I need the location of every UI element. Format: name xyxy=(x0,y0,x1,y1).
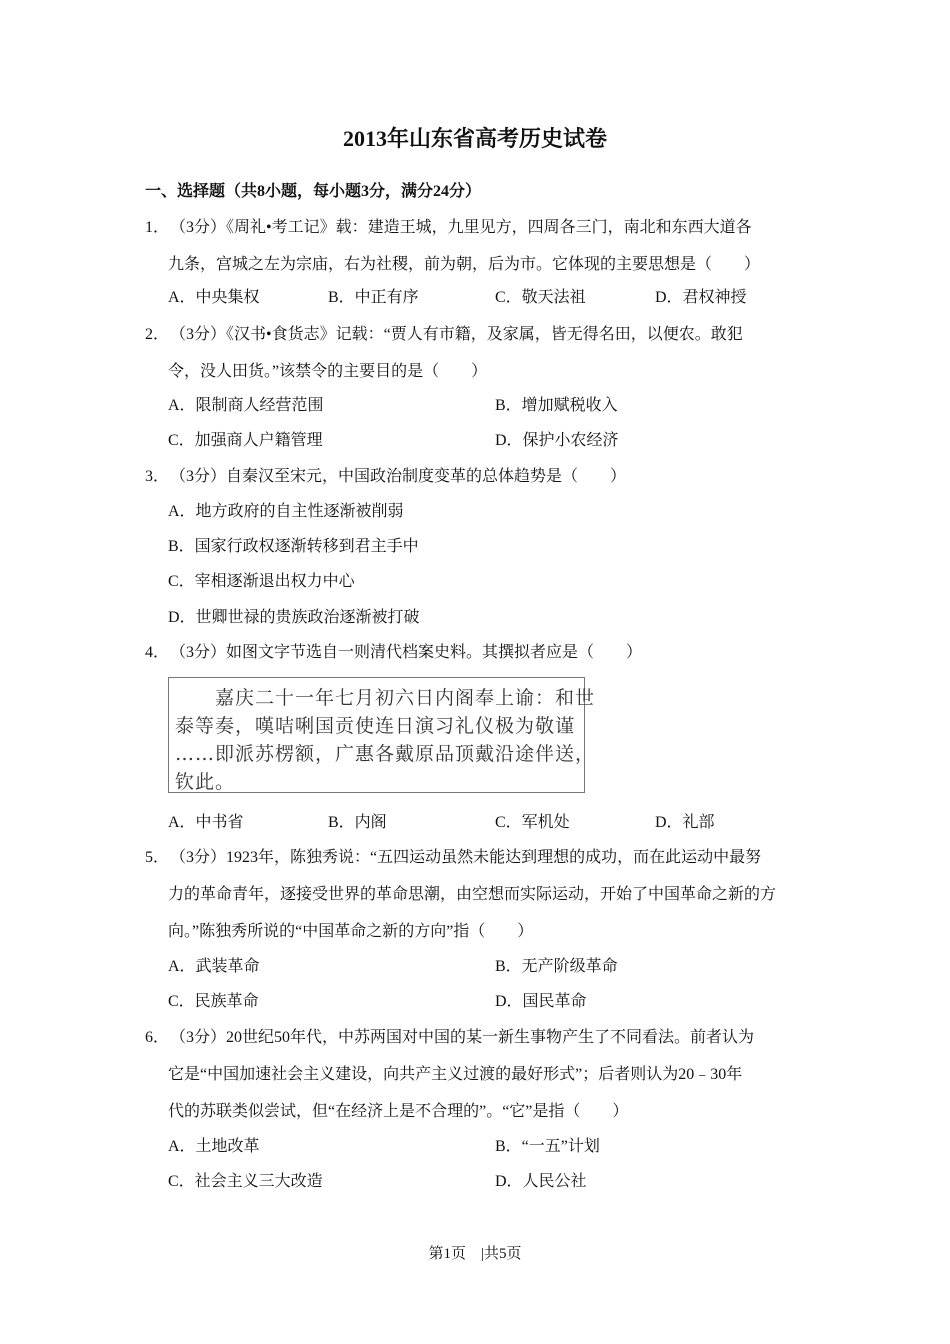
question-text: （3分）《汉书•食货志》记载：“贾人有市籍，及家属，皆无得名田，以便农。敢犯 xyxy=(170,326,743,343)
option-a: A．限制商人经营范围 xyxy=(168,397,324,414)
option-c: C．宰相逐渐退出权力中心 xyxy=(168,573,355,590)
option-a: A．土地改革 xyxy=(168,1138,260,1155)
option-a: A．中书省 xyxy=(168,814,244,831)
question-text: （3分）20世纪50年代，中苏两国对中国的某一新生事物产生了不同看法。前者认为 xyxy=(170,1029,755,1046)
option-a: A．中央集权 xyxy=(168,289,260,306)
excerpt-line: ……即派苏楞额，广惠各戴原品顶戴沿途伴送， xyxy=(175,743,596,765)
question-number: 6． xyxy=(145,1029,170,1046)
question-text: （3分）《周礼•考工记》载：建造王城，九里见方，四周各三门，南北和东西大道各 xyxy=(170,219,752,236)
option-d: D．人民公社 xyxy=(495,1173,587,1190)
question-number: 5． xyxy=(145,849,170,866)
question-text: （3分）如图文字节选自一则清代档案史料。其撰拟者应是（ ） xyxy=(170,644,643,661)
question-text: （3分）自秦汉至宋元，中国政治制度变革的总体趋势是（ ） xyxy=(170,468,627,485)
question-number: 1． xyxy=(145,219,170,236)
option-c: C．民族革命 xyxy=(168,993,259,1010)
option-d: D．礼部 xyxy=(655,814,715,831)
option-c: C．敬天法祖 xyxy=(495,289,586,306)
option-d: D．君权神授 xyxy=(655,289,747,306)
excerpt-line: 泰等奏，嘆咭唎国贡使连日演习礼仪极为敬谨 xyxy=(175,715,576,737)
option-b: B．国家行政权逐渐转移到君主手中 xyxy=(168,538,419,555)
question-number: 3． xyxy=(145,468,170,485)
archive-excerpt-image xyxy=(168,677,596,793)
question-number: 2． xyxy=(145,326,170,343)
excerpt-line: 嘉庆二十一年七月初六日内阁奉上谕：和世 xyxy=(175,687,596,709)
excerpt-line: 钦此。 xyxy=(175,771,236,793)
question-text: 令，没人田货。”该禁令的主要目的是（ ） xyxy=(168,363,488,380)
question-text: （3分）1923年，陈独秀说：“五四运动虽然未能达到理想的成功，而在此运动中最努 xyxy=(170,849,762,866)
question-text: 力的革命青年，逐接受世界的革命思潮，由空想而实际运动，开始了中国革命之新的方 xyxy=(168,886,777,903)
option-b: B．“一五”计划 xyxy=(495,1138,600,1155)
option-c: C．加强商人户籍管理 xyxy=(168,432,323,449)
option-c: C．社会主义三大改造 xyxy=(168,1173,323,1190)
option-b: B．增加赋税收入 xyxy=(495,397,618,414)
section-heading: 一、选择题（共8小题，每小题3分，满分24分） xyxy=(145,183,482,200)
option-d: D．国民革命 xyxy=(495,993,587,1010)
option-b: B．内阁 xyxy=(328,814,387,831)
option-a: A．地方政府的自主性逐渐被削弱 xyxy=(168,503,404,520)
question-text: 向。”陈独秀所说的“中国革命之新的方向”指（ ） xyxy=(168,923,534,940)
option-d: D．世卿世禄的贵族政治逐渐被打破 xyxy=(168,609,420,626)
question-text: 九条，宫城之左为宗庙，右为社稷，前为朝，后为市。它体现的主要思想是（ ） xyxy=(168,256,761,273)
question-number: 4． xyxy=(145,644,170,661)
question-text: 它是“中国加速社会主义建设，向共产主义过渡的最好形式”；后者则认为20﹣30年 xyxy=(168,1066,743,1083)
option-d: D．保护小农经济 xyxy=(495,432,619,449)
question-text: 代的苏联类似尝试，但“在经济上是不合理的”。“它”是指（ ） xyxy=(168,1103,629,1120)
option-a: A．武装革命 xyxy=(168,958,260,975)
page-title: 2013年山东省高考历史试卷 xyxy=(342,126,607,151)
option-b: B．无产阶级革命 xyxy=(495,958,618,975)
option-b: B．中正有序 xyxy=(328,289,419,306)
page-footer: 第1页 |共5页 xyxy=(428,1246,522,1262)
option-c: C．军机处 xyxy=(495,814,570,831)
